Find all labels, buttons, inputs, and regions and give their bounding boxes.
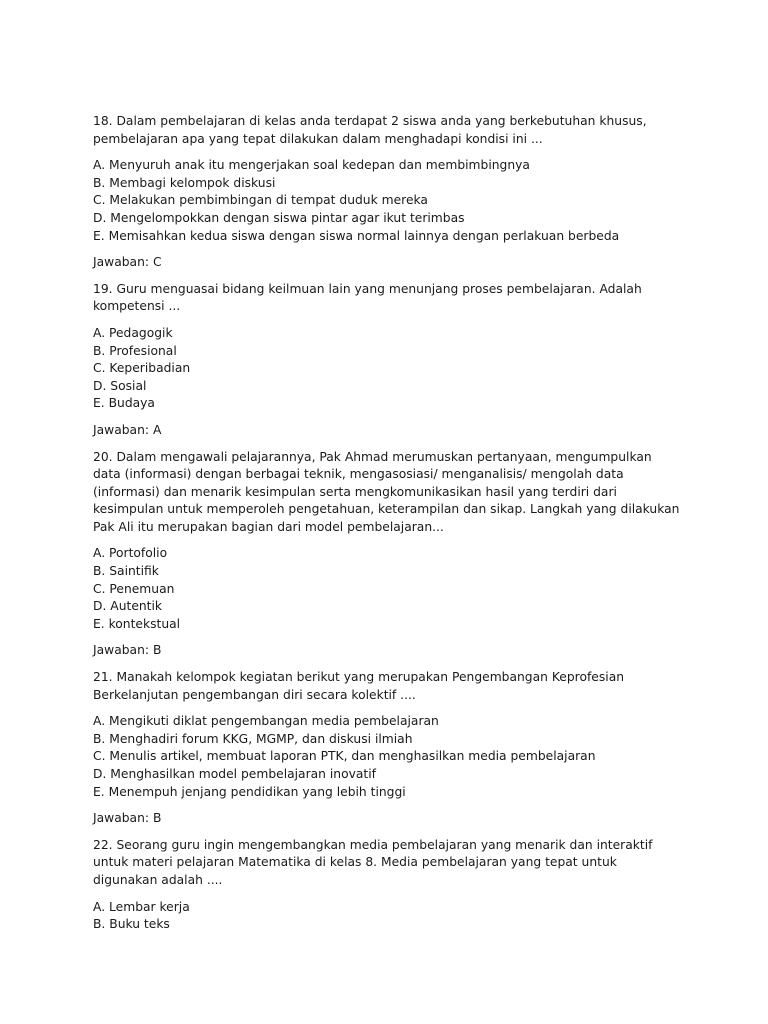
option-list [93,713,683,801]
option-a: A. Mengikuti diklat pengembangan media pembelajaran [93,714,439,729]
document-body [93,113,683,943]
answer-text: Jawaban: C [93,255,162,270]
option-b: B. Profesional [93,343,177,358]
option-b: B. Buku teks [93,917,170,932]
option-e: E. Memisahkan kedua siswa dengan siswa normal lainnya dengan perlakuan berbeda [93,228,620,243]
answer-text: Jawaban: B [93,811,162,826]
option-b: B. Membagi kelompok diskusi [93,175,276,190]
question-block-18 [93,113,683,272]
option-b: B. Menghadiri forum KKG, MGMP, dan diskusi ilmiah [93,731,413,746]
question-text: 21. Manakah kelompok kegiatan berikut yang merupakan Pengembangan Keprofesian Berkelanjutan pengembangan diri secara kolektif .... [93,670,625,702]
question-block-22 [93,837,683,934]
option-d: D. Sosial [93,378,147,393]
option-e: E. Budaya [93,396,155,411]
question-text: 22. Seorang guru ingin mengembangkan media pembelajaran yang menarik dan interaktif untuk materi pelajaran Matematika di kelas 8. Media pembelajaran yang tepat untuk digunakan adalah .... [93,837,653,887]
option-d: D. Mengelompokkan dengan siswa pintar agar ikut terimbas [93,210,465,225]
question-block-20 [93,449,683,661]
option-d: D. Menghasilkan model pembelajaran inovatif [93,767,377,781]
option-c: C. Melakukan pembimbingan di tempat duduk mereka [93,193,428,208]
option-list [93,157,683,245]
question-block-19 [93,281,683,440]
question-text: 19. Guru menguasai bidang keilmuan lain yang menunjang proses pembelajaran. Adalah kompetensi ... [93,281,642,314]
option-list [93,325,683,413]
option-e: E. Menempuh jenjang pendidikan yang lebih tinggi [93,784,406,799]
option-list [93,899,683,934]
option-e: E. kontekstual [93,616,181,631]
answer-text: Jawaban: B [93,643,162,658]
option-a: A. Menyuruh anak itu mengerjakan soal kedepan dan membimbingnya [93,158,530,173]
option-c: C. Menulis artikel, membuat laporan PTK, dan menghasilkan media pembelajaran [93,749,596,764]
option-a: A. Pedagogik [93,325,173,340]
option-c: C. Keperibadian [93,361,191,376]
option-a: A. Portofolio [93,546,168,561]
question-text: 20. Dalam mengawali pelajarannya, Pak Ahmad merumuskan pertanyaan, mengumpulkan data (informasi) dengan berbagai teknik, mengasosiasi/ menganalisis/ mengolah data (informasi) dan menarik kesimpulan serta mengkomunikasikan hasil yang terdiri dari kesimpulan untuk memperoleh pengetahuan, keterampilan dan sikap. Langkah yang dilakukan Pak Ali itu merupakan bagian dari model pembelajaran... [93,449,680,534]
option-c: C. Penemuan [93,581,175,596]
option-a: A. Lembar kerja [93,899,190,914]
question-text: 18. Dalam pembelajaran di kelas anda terdapat 2 siswa anda yang berkebutuhan khusus, pembelajaran apa yang tepat dilakukan dalam menghadapi kondisi ini ... [93,114,647,146]
option-list [93,545,683,633]
answer-text: Jawaban: A [93,422,162,437]
question-block-21 [93,669,683,828]
option-b: B. Saintifik [93,564,159,579]
option-d: D. Autentik [93,599,163,614]
